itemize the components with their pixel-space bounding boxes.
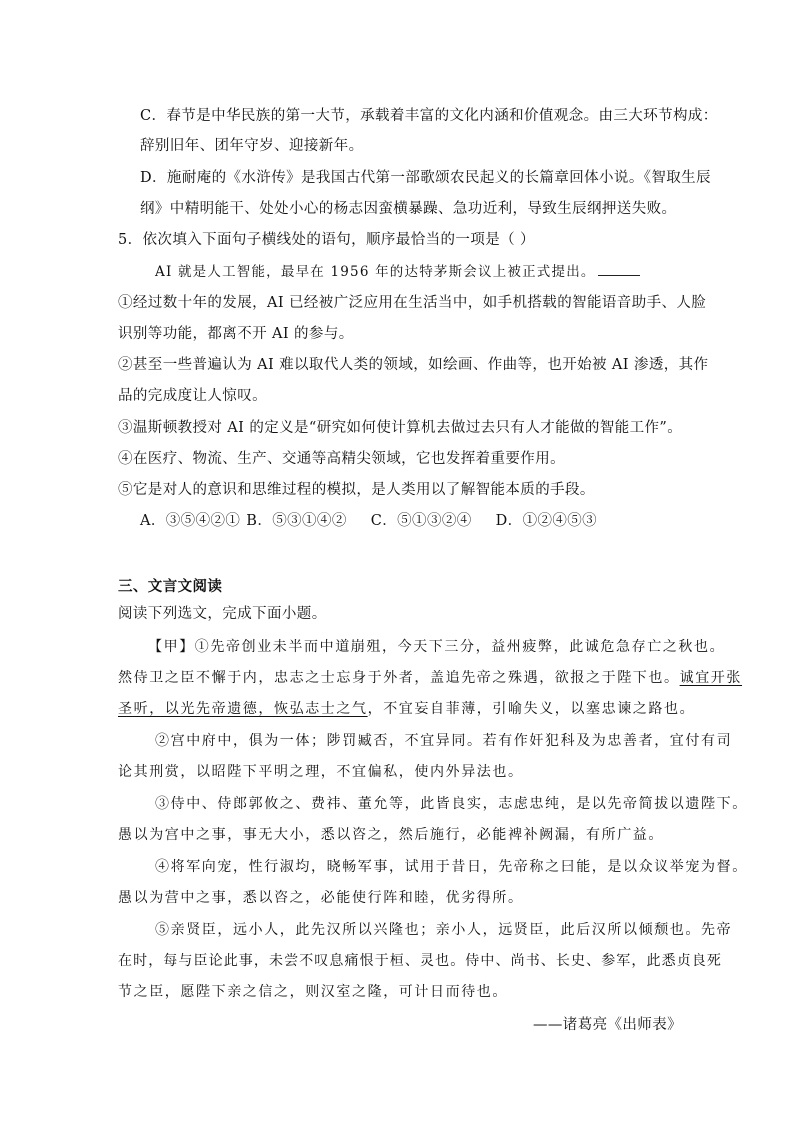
passage-para-1-line-3 bbox=[118, 698, 695, 718]
choice-c[interactable]: C．⑤①③②④ bbox=[370, 513, 472, 529]
attribution: ——诸葛亮《出师表》 bbox=[533, 1017, 682, 1033]
passage-para-1-line-1: 【甲】①先帝创业未半而中道崩殂，今天下三分，益州疲弊，此诚危急存亡之秋也。 bbox=[148, 639, 726, 655]
passage-para-5-line-2: 在时，每与臣论此事，未尝不叹息痛恨于桓、灵也。侍中、尚书、长史、参军，此悉贞良死 bbox=[118, 953, 722, 969]
sentence-1-line-1: ①经过数十年的发展，AI 已经被广泛应用在生活当中，如手机搭载的智能语音助手、人脸 bbox=[118, 295, 707, 311]
passage-para-2-line-2: 论其刑赏，以昭陛下平明之理，不宜偏私，使内外异法也。 bbox=[118, 764, 524, 780]
passage-para-1-line-2 bbox=[118, 667, 742, 687]
passage-para-2-line-1: ②宫中府中，俱为一体；陟罚臧否，不宜异同。若有作奸犯科及为忠善者，宜付有司 bbox=[155, 733, 733, 749]
passage-para-5-line-3: 节之臣，愿陛下亲之信之，则汉室之隆，可计日而待也。 bbox=[118, 984, 508, 1000]
passage-para-3-line-1: ③侍中、侍郎郭攸之、费祎、董允等，此皆良实，志虑忠纯，是以先帝简拔以遗陛下。 bbox=[155, 796, 748, 812]
section-heading: 三、文言文阅读 bbox=[118, 578, 223, 595]
question-5-passage bbox=[155, 260, 640, 280]
passage-para-4-line-2: 愚以为营中之事，悉以咨之，必能使行阵和睦，优劣得所。 bbox=[118, 890, 524, 906]
sentence-2-line-1: ②甚至一些普遍认为 AI 难以取代人类的领域，如绘画、作曲等，也开始被 AI 渗透，其作 bbox=[118, 357, 709, 373]
passage-para-4-line-1: ④将军向宠，性行淑均，晓畅军事，试用于昔日，先帝称之曰能，是以众议举宠为督。 bbox=[155, 859, 748, 875]
underlined-phrase-start: 诚宜开张 bbox=[679, 670, 743, 686]
sentence-1-line-2: 识别等功能，都离不开 AI 的参与。 bbox=[118, 326, 354, 342]
underlined-phrase-end: 圣听，以光先帝遗德，恢弘志士之气 bbox=[118, 701, 368, 717]
choice-b[interactable]: B．⑤③①④② bbox=[246, 513, 347, 529]
passage-text: AI 就是人工智能，最早在 1956 年的达特茅斯会议上被正式提出。 bbox=[155, 264, 596, 280]
passage-para-5-line-1: ⑤亲贤臣，远小人，此先汉所以兴隆也；亲小人，远贤臣，此后汉所以倾颓也。先帝 bbox=[155, 922, 733, 938]
choice-a[interactable]: A．③⑤④②① bbox=[140, 513, 241, 529]
question-5-choices bbox=[140, 509, 621, 530]
option-c-line-1: C．春节是中华民族的第一大节，承载着丰富的文化内涵和价值观念。由三大环节构成： bbox=[140, 108, 718, 124]
question-5-stem: 5．依次填入下面句子横线处的语句，顺序最恰当的一项是（ ） bbox=[118, 232, 535, 248]
sentence-2-line-2: 品的完成度让人惊叹。 bbox=[118, 388, 267, 404]
para-1-text: 然侍卫之臣不懈于内，忠志之士忘身于外者，盖追先帝之殊遇，欲报之于陛下也。 bbox=[118, 670, 680, 686]
sentence-4: ④在医疗、物流、生产、交通等高精尖领域，它也发挥着重要作用。 bbox=[118, 451, 565, 467]
option-d-line-1: D．施耐庵的《水浒传》是我国古代第一部歌颂农民起义的长篇章回体小说。《智取生辰 bbox=[140, 170, 711, 186]
option-c-line-2: 辞别旧年、团年守岁、迎接新年。 bbox=[140, 138, 364, 154]
passage-para-3-line-2: 愚以为宫中之事，事无大小，悉以咨之，然后施行，必能裨补阙漏，有所广益。 bbox=[118, 827, 664, 843]
choice-d[interactable]: D．①②④⑤③ bbox=[495, 513, 598, 529]
para-1-tail: ，不宜妄自菲薄，引喻失义，以塞忠谏之路也。 bbox=[367, 701, 696, 717]
sentence-3: ③温斯顿教授对 AI 的定义是“研究如何使计算机去做过去只有人才能做的智能工作”。 bbox=[118, 420, 683, 436]
section-instruction: 阅读下列选文，完成下面小题。 bbox=[118, 606, 327, 622]
sentence-5: ⑤它是对人的意识和思维过程的模拟，是人类用以了解智能本质的手段。 bbox=[118, 482, 595, 498]
answer-blank bbox=[598, 263, 640, 276]
option-d-line-2: 纲》中精明能干、处处小心的杨志因蛮横暴躁、急功近利，导致生辰纲押送失败。 bbox=[140, 201, 677, 217]
